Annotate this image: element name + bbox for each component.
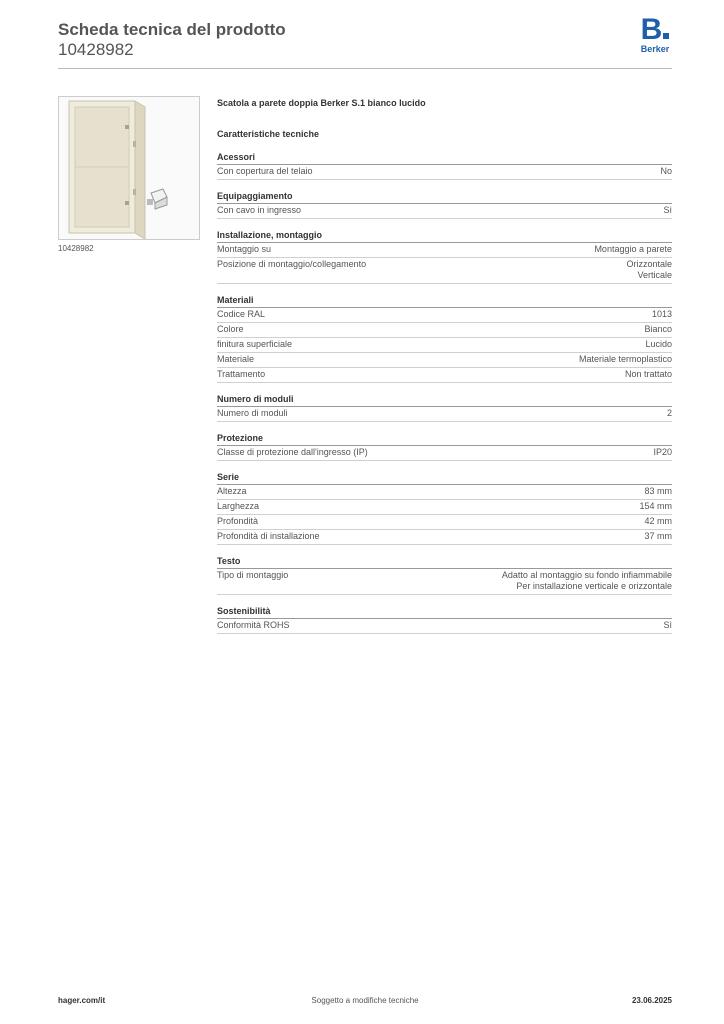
spec-row	[217, 619, 672, 634]
section-title: Sostenibilità	[217, 605, 672, 619]
spec-value-line: Verticale	[637, 270, 672, 280]
spec-value-line: 42 mm	[644, 516, 672, 526]
spec-section	[217, 471, 672, 545]
spec-value	[660, 166, 672, 177]
section-title: Equipaggiamento	[217, 190, 672, 204]
header-divider	[58, 68, 672, 69]
spec-row	[217, 569, 672, 595]
spec-row	[217, 323, 672, 338]
spec-label: Codice RAL	[217, 309, 266, 319]
spec-value-line: Adatto al montaggio su fondo infiammabile	[501, 570, 672, 580]
spec-row	[217, 446, 672, 461]
spec-value-line: Bianco	[644, 324, 672, 334]
spec-section	[217, 190, 672, 219]
spec-row	[217, 530, 672, 545]
spec-value	[645, 339, 672, 350]
spec-value-line: Per installazione verticale e orizzontale	[516, 581, 672, 591]
spec-section	[217, 555, 672, 595]
spec-value	[663, 620, 672, 631]
spec-section	[217, 605, 672, 634]
spec-label: Posizione di montaggio/collegamento	[217, 259, 367, 269]
spec-section	[217, 294, 672, 383]
specs-heading: Caratteristiche tecniche	[217, 129, 320, 139]
spec-value-line: Non trattato	[624, 369, 672, 379]
spec-row	[217, 204, 672, 219]
spec-row	[217, 353, 672, 368]
product-name: Scatola a parete doppia Berker S.1 bianco lucido	[217, 98, 426, 108]
spec-section	[217, 432, 672, 461]
spec-value-line: Montaggio a parete	[594, 244, 672, 254]
spec-value-line: 154 mm	[639, 501, 672, 511]
spec-value-line: Sì	[663, 620, 672, 630]
spec-value-line: Orizzontale	[626, 259, 672, 269]
logo-letter-icon: B	[638, 16, 672, 44]
spec-label: Numero di moduli	[217, 408, 288, 418]
spec-row	[217, 515, 672, 530]
spec-value	[644, 486, 672, 497]
spec-label: Montaggio su	[217, 244, 272, 254]
spec-row	[217, 338, 672, 353]
spec-label: Materiale	[217, 354, 255, 364]
spec-value-line: Lucido	[645, 339, 672, 349]
spec-value	[653, 447, 672, 458]
section-title: Installazione, montaggio	[217, 229, 672, 243]
spec-content	[217, 96, 672, 634]
spec-row	[217, 165, 672, 180]
footer-date: 23.06.2025	[631, 996, 672, 1005]
product-image	[58, 96, 200, 240]
section-title: Numero di moduli	[217, 393, 672, 407]
spec-label: finitura superficiale	[217, 339, 293, 349]
spec-value	[502, 570, 672, 592]
spec-value-line: 83 mm	[644, 486, 672, 496]
spec-value	[579, 354, 672, 365]
spec-label: Con cavo in ingresso	[217, 205, 302, 215]
spec-section	[217, 393, 672, 422]
spec-value	[652, 309, 672, 320]
spec-value-line: Sì	[663, 205, 672, 215]
spec-label: Trattamento	[217, 369, 266, 379]
spec-label: Conformità ROHS	[217, 620, 290, 630]
section-title: Serie	[217, 471, 672, 485]
spec-label: Profondità	[217, 516, 259, 526]
spec-row	[217, 368, 672, 383]
spec-value	[626, 259, 672, 281]
spec-value	[644, 324, 672, 335]
spec-value	[663, 205, 672, 216]
spec-value	[594, 244, 672, 255]
spec-value	[639, 501, 672, 512]
logo-text: Berker	[640, 44, 670, 54]
spec-value	[644, 531, 672, 542]
spec-row	[217, 243, 672, 258]
footer-notice: Soggetto a modifiche tecniche	[311, 996, 419, 1005]
image-caption: 10428982	[58, 244, 94, 253]
spec-label: Classe di protezione dall'ingresso (IP)	[217, 447, 368, 457]
spec-value-line: IP20	[653, 447, 672, 457]
spec-row	[217, 258, 672, 284]
spec-row	[217, 485, 672, 500]
page-title: Scheda tecnica del prodotto	[58, 20, 286, 39]
spec-value	[667, 408, 672, 419]
spec-section	[217, 151, 672, 180]
spec-value	[625, 369, 672, 380]
spec-row	[217, 308, 672, 323]
page-header	[58, 13, 672, 68]
product-code: 10428982	[58, 40, 134, 59]
spec-value-line: Materiale termoplastico	[578, 354, 672, 364]
spec-value-line: 1013	[651, 309, 672, 319]
spec-row	[217, 500, 672, 515]
section-title: Testo	[217, 555, 672, 569]
spec-label: Tipo di montaggio	[217, 570, 289, 580]
spec-section	[217, 229, 672, 284]
section-title: Protezione	[217, 432, 672, 446]
spec-sections	[217, 151, 672, 634]
spec-label: Altezza	[217, 486, 247, 496]
wall-box-icon	[59, 97, 199, 239]
spec-label: Larghezza	[217, 501, 260, 511]
footer-website-link[interactable]: hager.com/it	[58, 996, 106, 1005]
section-title: Materiali	[217, 294, 672, 308]
berker-logo	[638, 13, 672, 54]
spec-value-line: 37 mm	[644, 531, 672, 541]
spec-row	[217, 407, 672, 422]
spec-label: Con copertura del telaio	[217, 166, 313, 176]
section-title: Acessori	[217, 151, 672, 165]
spec-value-line: No	[660, 166, 672, 176]
spec-value	[644, 516, 672, 527]
spec-value-line: 2	[666, 408, 672, 418]
spec-label: Colore	[217, 324, 244, 334]
spec-label: Profondità di installazione	[217, 531, 320, 541]
